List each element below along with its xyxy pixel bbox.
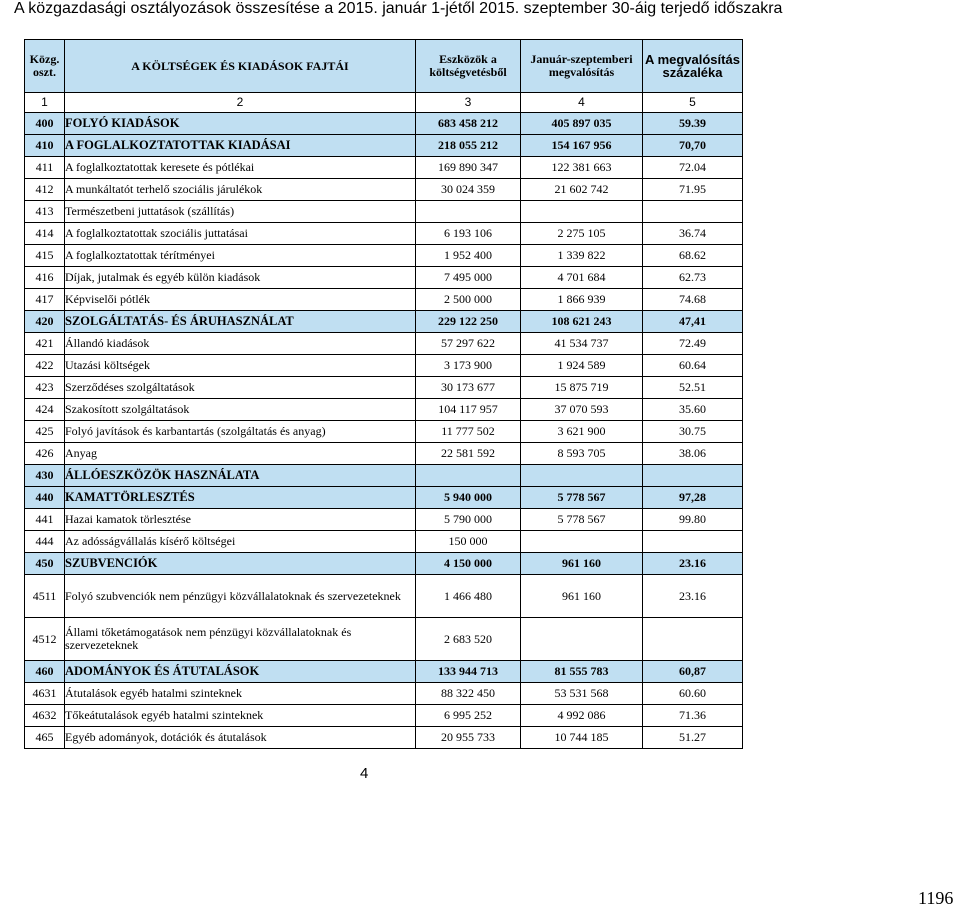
table-row bbox=[25, 683, 743, 705]
row-percent: 23.16 bbox=[643, 575, 743, 618]
row-actual bbox=[521, 531, 643, 553]
table-row bbox=[25, 553, 743, 575]
row-percent: 99.80 bbox=[643, 509, 743, 531]
row-name: ÁLLÓESZKÖZÖK HASZNÁLATA bbox=[65, 465, 416, 487]
row-actual: 1 866 939 bbox=[521, 289, 643, 311]
row-budget: 1 466 480 bbox=[416, 575, 521, 618]
row-actual: 405 897 035 bbox=[521, 113, 643, 135]
header-actual: Január-szeptemberi megvalósítás bbox=[521, 40, 643, 93]
row-name: Szakosított szolgáltatások bbox=[65, 399, 416, 421]
row-budget: 5 790 000 bbox=[416, 509, 521, 531]
row-name: Hazai kamatok törlesztése bbox=[65, 509, 416, 531]
row-code: 417 bbox=[25, 289, 65, 311]
row-name: Állandó kiadások bbox=[65, 333, 416, 355]
row-actual: 2 275 105 bbox=[521, 223, 643, 245]
row-budget: 6 193 106 bbox=[416, 223, 521, 245]
row-actual bbox=[521, 618, 643, 661]
row-name: Képviselői pótlék bbox=[65, 289, 416, 311]
row-budget: 22 581 592 bbox=[416, 443, 521, 465]
table-row bbox=[25, 223, 743, 245]
row-percent: 68.62 bbox=[643, 245, 743, 267]
row-budget: 11 777 502 bbox=[416, 421, 521, 443]
row-actual: 8 593 705 bbox=[521, 443, 643, 465]
table-row bbox=[25, 157, 743, 179]
table-row bbox=[25, 618, 743, 661]
table-row bbox=[25, 509, 743, 531]
row-actual: 4 992 086 bbox=[521, 705, 643, 727]
table-row bbox=[25, 355, 743, 377]
table-row bbox=[25, 727, 743, 749]
table-row bbox=[25, 661, 743, 683]
row-code: 423 bbox=[25, 377, 65, 399]
row-code: 413 bbox=[25, 201, 65, 223]
row-budget: 2 683 520 bbox=[416, 618, 521, 661]
row-actual: 961 160 bbox=[521, 553, 643, 575]
row-actual: 1 339 822 bbox=[521, 245, 643, 267]
row-percent: 97,28 bbox=[643, 487, 743, 509]
row-budget: 218 055 212 bbox=[416, 135, 521, 157]
row-actual: 3 621 900 bbox=[521, 421, 643, 443]
row-actual: 108 621 243 bbox=[521, 311, 643, 333]
row-name: Folyó szubvenciók nem pénzügyi közvállalatoknak és szervezeteknek bbox=[65, 575, 416, 618]
table-row bbox=[25, 421, 743, 443]
row-percent: 62.73 bbox=[643, 267, 743, 289]
row-percent bbox=[643, 531, 743, 553]
row-actual: 154 167 956 bbox=[521, 135, 643, 157]
header-percent: A megvalósítás százaléka bbox=[643, 40, 743, 93]
table-row bbox=[25, 201, 743, 223]
row-percent bbox=[643, 618, 743, 661]
row-code: 414 bbox=[25, 223, 65, 245]
row-actual: 21 602 742 bbox=[521, 179, 643, 201]
row-budget: 133 944 713 bbox=[416, 661, 521, 683]
row-actual: 122 381 663 bbox=[521, 157, 643, 179]
row-code: 440 bbox=[25, 487, 65, 509]
row-code: 416 bbox=[25, 267, 65, 289]
row-budget: 88 322 450 bbox=[416, 683, 521, 705]
row-budget: 30 024 359 bbox=[416, 179, 521, 201]
row-code: 426 bbox=[25, 443, 65, 465]
column-number-row bbox=[25, 93, 743, 113]
row-name: A FOGLALKOZTATOTTAK KIADÁSAI bbox=[65, 135, 416, 157]
colnum-3: 3 bbox=[416, 93, 521, 113]
row-percent: 38.06 bbox=[643, 443, 743, 465]
row-actual: 41 534 737 bbox=[521, 333, 643, 355]
row-percent: 72.04 bbox=[643, 157, 743, 179]
row-actual: 81 555 783 bbox=[521, 661, 643, 683]
row-code: 411 bbox=[25, 157, 65, 179]
row-budget: 4 150 000 bbox=[416, 553, 521, 575]
row-budget: 6 995 252 bbox=[416, 705, 521, 727]
header-row bbox=[25, 40, 743, 93]
row-code: 424 bbox=[25, 399, 65, 421]
row-name: Anyag bbox=[65, 443, 416, 465]
page-title: A közgazdasági osztályozások összesítése a 2015. január 1-jétől 2015. szeptember 30-áig terjedő időszakra bbox=[14, 0, 783, 17]
table-row bbox=[25, 245, 743, 267]
row-actual: 961 160 bbox=[521, 575, 643, 618]
table-row bbox=[25, 465, 743, 487]
row-name: SZUBVENCIÓK bbox=[65, 553, 416, 575]
row-code: 465 bbox=[25, 727, 65, 749]
row-percent bbox=[643, 465, 743, 487]
row-budget bbox=[416, 465, 521, 487]
table-row bbox=[25, 289, 743, 311]
row-code: 4512 bbox=[25, 618, 65, 661]
row-budget: 229 122 250 bbox=[416, 311, 521, 333]
row-name: A munkáltatót terhelő szociális járulékok bbox=[65, 179, 416, 201]
table-row bbox=[25, 311, 743, 333]
row-code: 4631 bbox=[25, 683, 65, 705]
row-percent: 23.16 bbox=[643, 553, 743, 575]
table-row bbox=[25, 705, 743, 727]
row-name: Az adósságvállalás kísérő költségei bbox=[65, 531, 416, 553]
header-budget: Eszközök a költségvetésből bbox=[416, 40, 521, 93]
row-name: Díjak, jutalmak és egyéb külön kiadások bbox=[65, 267, 416, 289]
row-code: 422 bbox=[25, 355, 65, 377]
row-percent: 71.36 bbox=[643, 705, 743, 727]
row-actual: 5 778 567 bbox=[521, 487, 643, 509]
row-name: A foglalkoztatottak keresete és pótlékai bbox=[65, 157, 416, 179]
row-budget: 683 458 212 bbox=[416, 113, 521, 135]
colnum-1: 1 bbox=[25, 93, 65, 113]
row-code: 4632 bbox=[25, 705, 65, 727]
row-budget: 5 940 000 bbox=[416, 487, 521, 509]
table-row bbox=[25, 443, 743, 465]
row-name: SZOLGÁLTATÁS- ÉS ÁRUHASZNÁLAT bbox=[65, 311, 416, 333]
row-code: 4511 bbox=[25, 575, 65, 618]
row-code: 400 bbox=[25, 113, 65, 135]
row-code: 421 bbox=[25, 333, 65, 355]
row-actual: 1 924 589 bbox=[521, 355, 643, 377]
row-budget: 20 955 733 bbox=[416, 727, 521, 749]
row-name: Egyéb adományok, dotációk és átutalások bbox=[65, 727, 416, 749]
row-budget: 30 173 677 bbox=[416, 377, 521, 399]
row-budget: 169 890 347 bbox=[416, 157, 521, 179]
row-name: Állami tőketámogatások nem pénzügyi közvállalatoknak és szervezeteknek bbox=[65, 618, 416, 661]
row-name: Utazási költségek bbox=[65, 355, 416, 377]
colnum-2: 2 bbox=[65, 93, 416, 113]
row-name: ADOMÁNYOK ÉS ÁTUTALÁSOK bbox=[65, 661, 416, 683]
row-percent: 70,70 bbox=[643, 135, 743, 157]
row-percent: 60.60 bbox=[643, 683, 743, 705]
colnum-5: 5 bbox=[643, 93, 743, 113]
row-actual bbox=[521, 201, 643, 223]
row-code: 441 bbox=[25, 509, 65, 531]
row-name: Átutalások egyéb hatalmi szinteknek bbox=[65, 683, 416, 705]
row-percent bbox=[643, 201, 743, 223]
row-percent: 60,87 bbox=[643, 661, 743, 683]
row-percent: 72.49 bbox=[643, 333, 743, 355]
row-budget: 7 495 000 bbox=[416, 267, 521, 289]
table-row bbox=[25, 267, 743, 289]
row-name: A foglalkoztatottak szociális juttatásai bbox=[65, 223, 416, 245]
row-actual bbox=[521, 465, 643, 487]
row-budget: 3 173 900 bbox=[416, 355, 521, 377]
table-row bbox=[25, 333, 743, 355]
row-percent: 51.27 bbox=[643, 727, 743, 749]
row-percent: 36.74 bbox=[643, 223, 743, 245]
row-percent: 35.60 bbox=[643, 399, 743, 421]
row-name: Tőkeátutalások egyéb hatalmi szinteknek bbox=[65, 705, 416, 727]
header-code: Közg. oszt. bbox=[25, 40, 65, 93]
row-code: 425 bbox=[25, 421, 65, 443]
page-number: 4 bbox=[360, 765, 369, 782]
row-name: Természetbeni juttatások (szállítás) bbox=[65, 201, 416, 223]
row-name: Szerződéses szolgáltatások bbox=[65, 377, 416, 399]
row-code: 460 bbox=[25, 661, 65, 683]
row-name: KAMATTÖRLESZTÉS bbox=[65, 487, 416, 509]
table-row bbox=[25, 377, 743, 399]
row-code: 430 bbox=[25, 465, 65, 487]
row-percent: 47,41 bbox=[643, 311, 743, 333]
row-percent: 60.64 bbox=[643, 355, 743, 377]
colnum-4: 4 bbox=[521, 93, 643, 113]
table-row bbox=[25, 179, 743, 201]
header-name: A KÖLTSÉGEK ÉS KIADÁSOK FAJTÁI bbox=[65, 40, 416, 93]
row-code: 420 bbox=[25, 311, 65, 333]
row-code: 450 bbox=[25, 553, 65, 575]
row-actual: 5 778 567 bbox=[521, 509, 643, 531]
row-percent: 52.51 bbox=[643, 377, 743, 399]
table-row bbox=[25, 531, 743, 553]
table-row bbox=[25, 399, 743, 421]
table-row bbox=[25, 487, 743, 509]
row-name: Folyó javítások és karbantartás (szolgáltatás és anyag) bbox=[65, 421, 416, 443]
row-actual: 15 875 719 bbox=[521, 377, 643, 399]
expenditure-table bbox=[24, 39, 743, 749]
row-percent: 59.39 bbox=[643, 113, 743, 135]
row-budget: 2 500 000 bbox=[416, 289, 521, 311]
row-percent: 74.68 bbox=[643, 289, 743, 311]
row-actual: 4 701 684 bbox=[521, 267, 643, 289]
table-row bbox=[25, 575, 743, 618]
row-actual: 37 070 593 bbox=[521, 399, 643, 421]
row-actual: 53 531 568 bbox=[521, 683, 643, 705]
row-budget: 57 297 622 bbox=[416, 333, 521, 355]
row-name: A foglalkoztatottak térítményei bbox=[65, 245, 416, 267]
row-budget: 104 117 957 bbox=[416, 399, 521, 421]
table-row bbox=[25, 135, 743, 157]
row-percent: 30.75 bbox=[643, 421, 743, 443]
table-row bbox=[25, 113, 743, 135]
row-code: 410 bbox=[25, 135, 65, 157]
row-budget: 1 952 400 bbox=[416, 245, 521, 267]
row-actual: 10 744 185 bbox=[521, 727, 643, 749]
row-budget: 150 000 bbox=[416, 531, 521, 553]
row-code: 444 bbox=[25, 531, 65, 553]
row-name: FOLYÓ KIADÁSOK bbox=[65, 113, 416, 135]
row-percent: 71.95 bbox=[643, 179, 743, 201]
row-code: 415 bbox=[25, 245, 65, 267]
row-budget bbox=[416, 201, 521, 223]
corner-number: 1196 bbox=[918, 888, 954, 908]
row-code: 412 bbox=[25, 179, 65, 201]
